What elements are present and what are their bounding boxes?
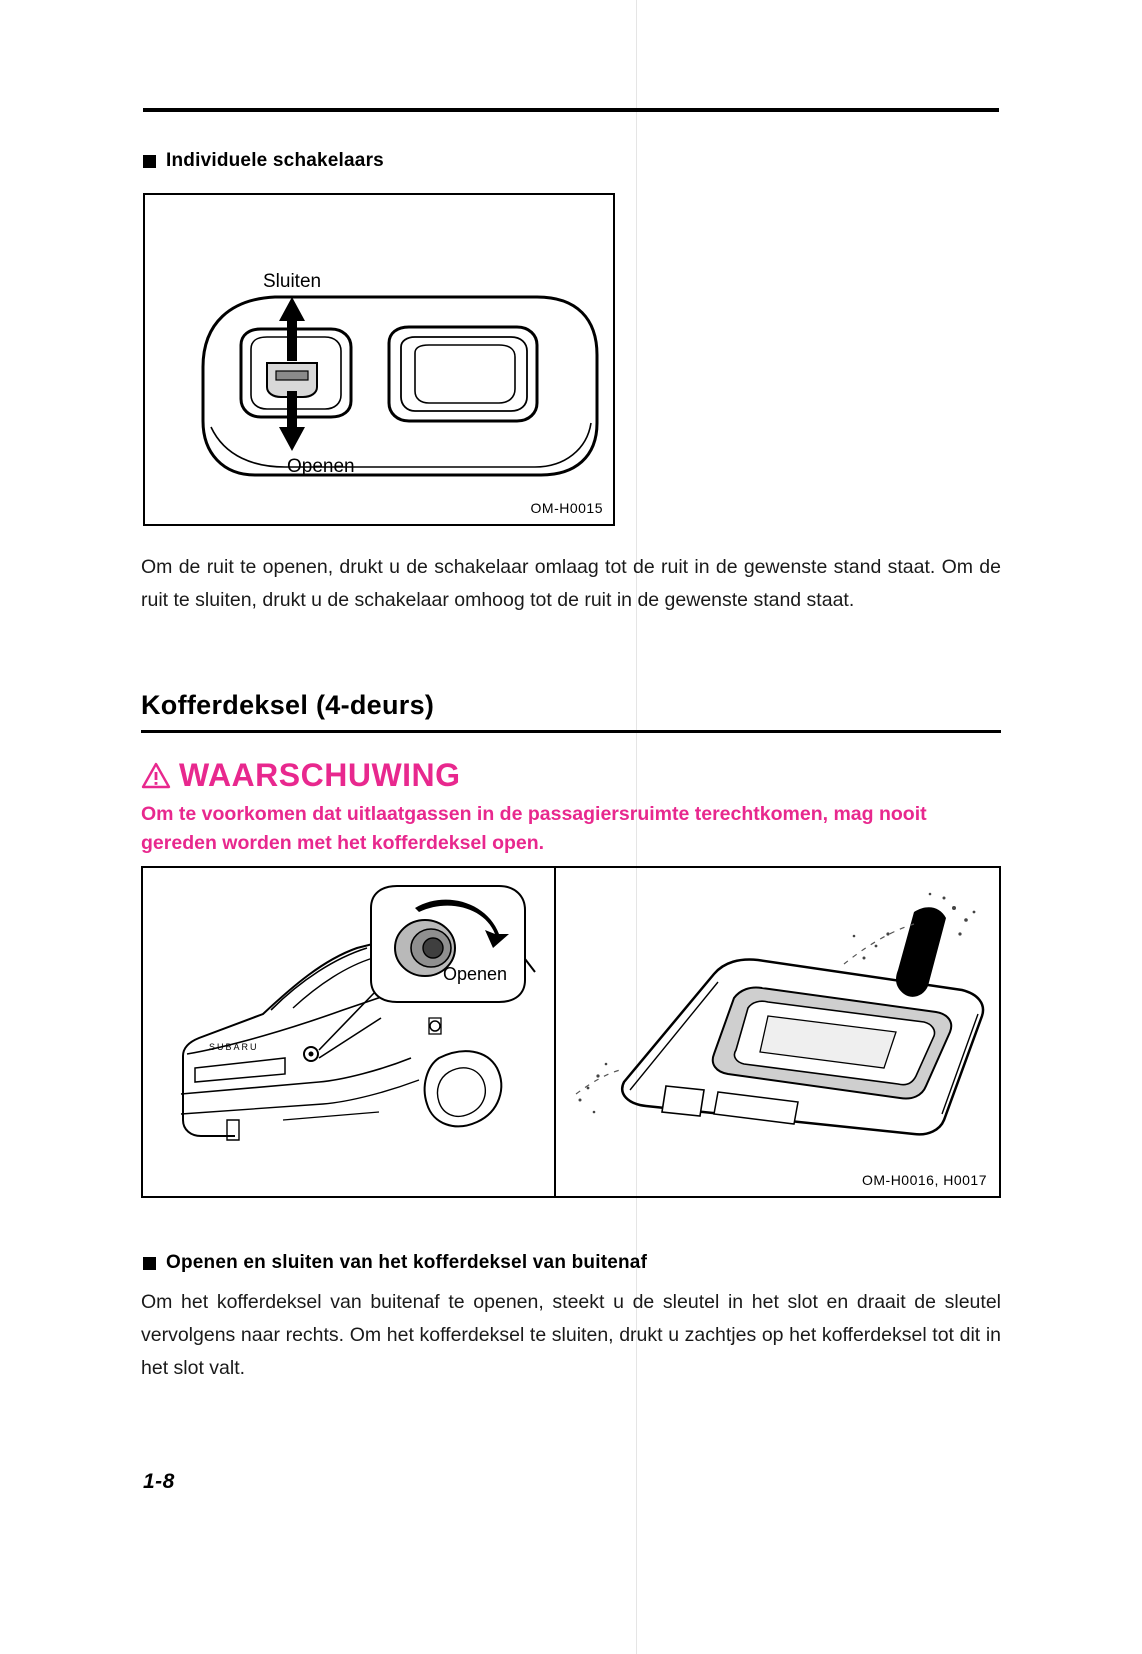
figure-badge-label: SUBARU	[209, 1042, 259, 1052]
figure-label-close: Sluiten	[263, 271, 322, 292]
square-bullet-icon-2	[143, 1257, 156, 1270]
figure-trunk-open	[141, 866, 1001, 1198]
figure-code-2: OM-H0016, H0017	[861, 1172, 987, 1188]
scan-artifact-line	[636, 0, 637, 1654]
warning-title-label: WAARSCHUWING	[179, 757, 461, 793]
paragraph-trunk-operation: Om het kofferdeksel van buitenaf te openen, steekt u de sleutel in het slot en draait de sleutel vervolgens naar rechts. Om het kofferdeksel te sluiten, drukt u zachtjes op het kofferdeksel tot dit in het slot valt.	[141, 1291, 1001, 1379]
figure-panel-divider	[554, 868, 556, 1196]
heading-open-close-outside-label: Openen en sluiten van het kofferdeksel van buitenaf	[166, 1252, 648, 1273]
section-title-trunk: Kofferdeksel (4-deurs)	[141, 690, 435, 720]
figure-window-switch	[143, 193, 615, 526]
figure-label-open: Openen	[287, 456, 355, 477]
figure-label-open-2: Openen	[443, 964, 508, 984]
heading-individual-switches	[143, 150, 384, 172]
heading-individual-switches-label: Individuele schakelaars	[166, 150, 384, 171]
warning-heading	[141, 757, 461, 794]
heading-open-close-outside	[143, 1252, 647, 1274]
figure-window-switch-drawing	[145, 195, 613, 524]
square-bullet-icon	[143, 155, 156, 168]
section-rule	[141, 730, 1001, 733]
warning-triangle-icon	[141, 762, 171, 789]
figure-car-rear-drawing	[143, 868, 552, 1196]
figure-trunk-lid-drawing	[558, 868, 1003, 1196]
figure-code-1: OM-H0015	[530, 500, 603, 516]
paragraph-window-operation: Om de ruit te openen, drukt u de schakelaar omlaag tot de ruit in de gewenste stand staat. Om de ruit te sluiten, drukt u de schakelaar omhoog tot de ruit in de gewenste stand staat.	[141, 556, 1001, 611]
header-rule	[143, 108, 999, 112]
warning-text: Om te voorkomen dat uitlaatgassen in de passagiersruimte terechtkomen, mag nooit gereden worden met het kofferdeksel open.	[141, 803, 927, 854]
page-number: 1-8	[143, 1470, 175, 1493]
